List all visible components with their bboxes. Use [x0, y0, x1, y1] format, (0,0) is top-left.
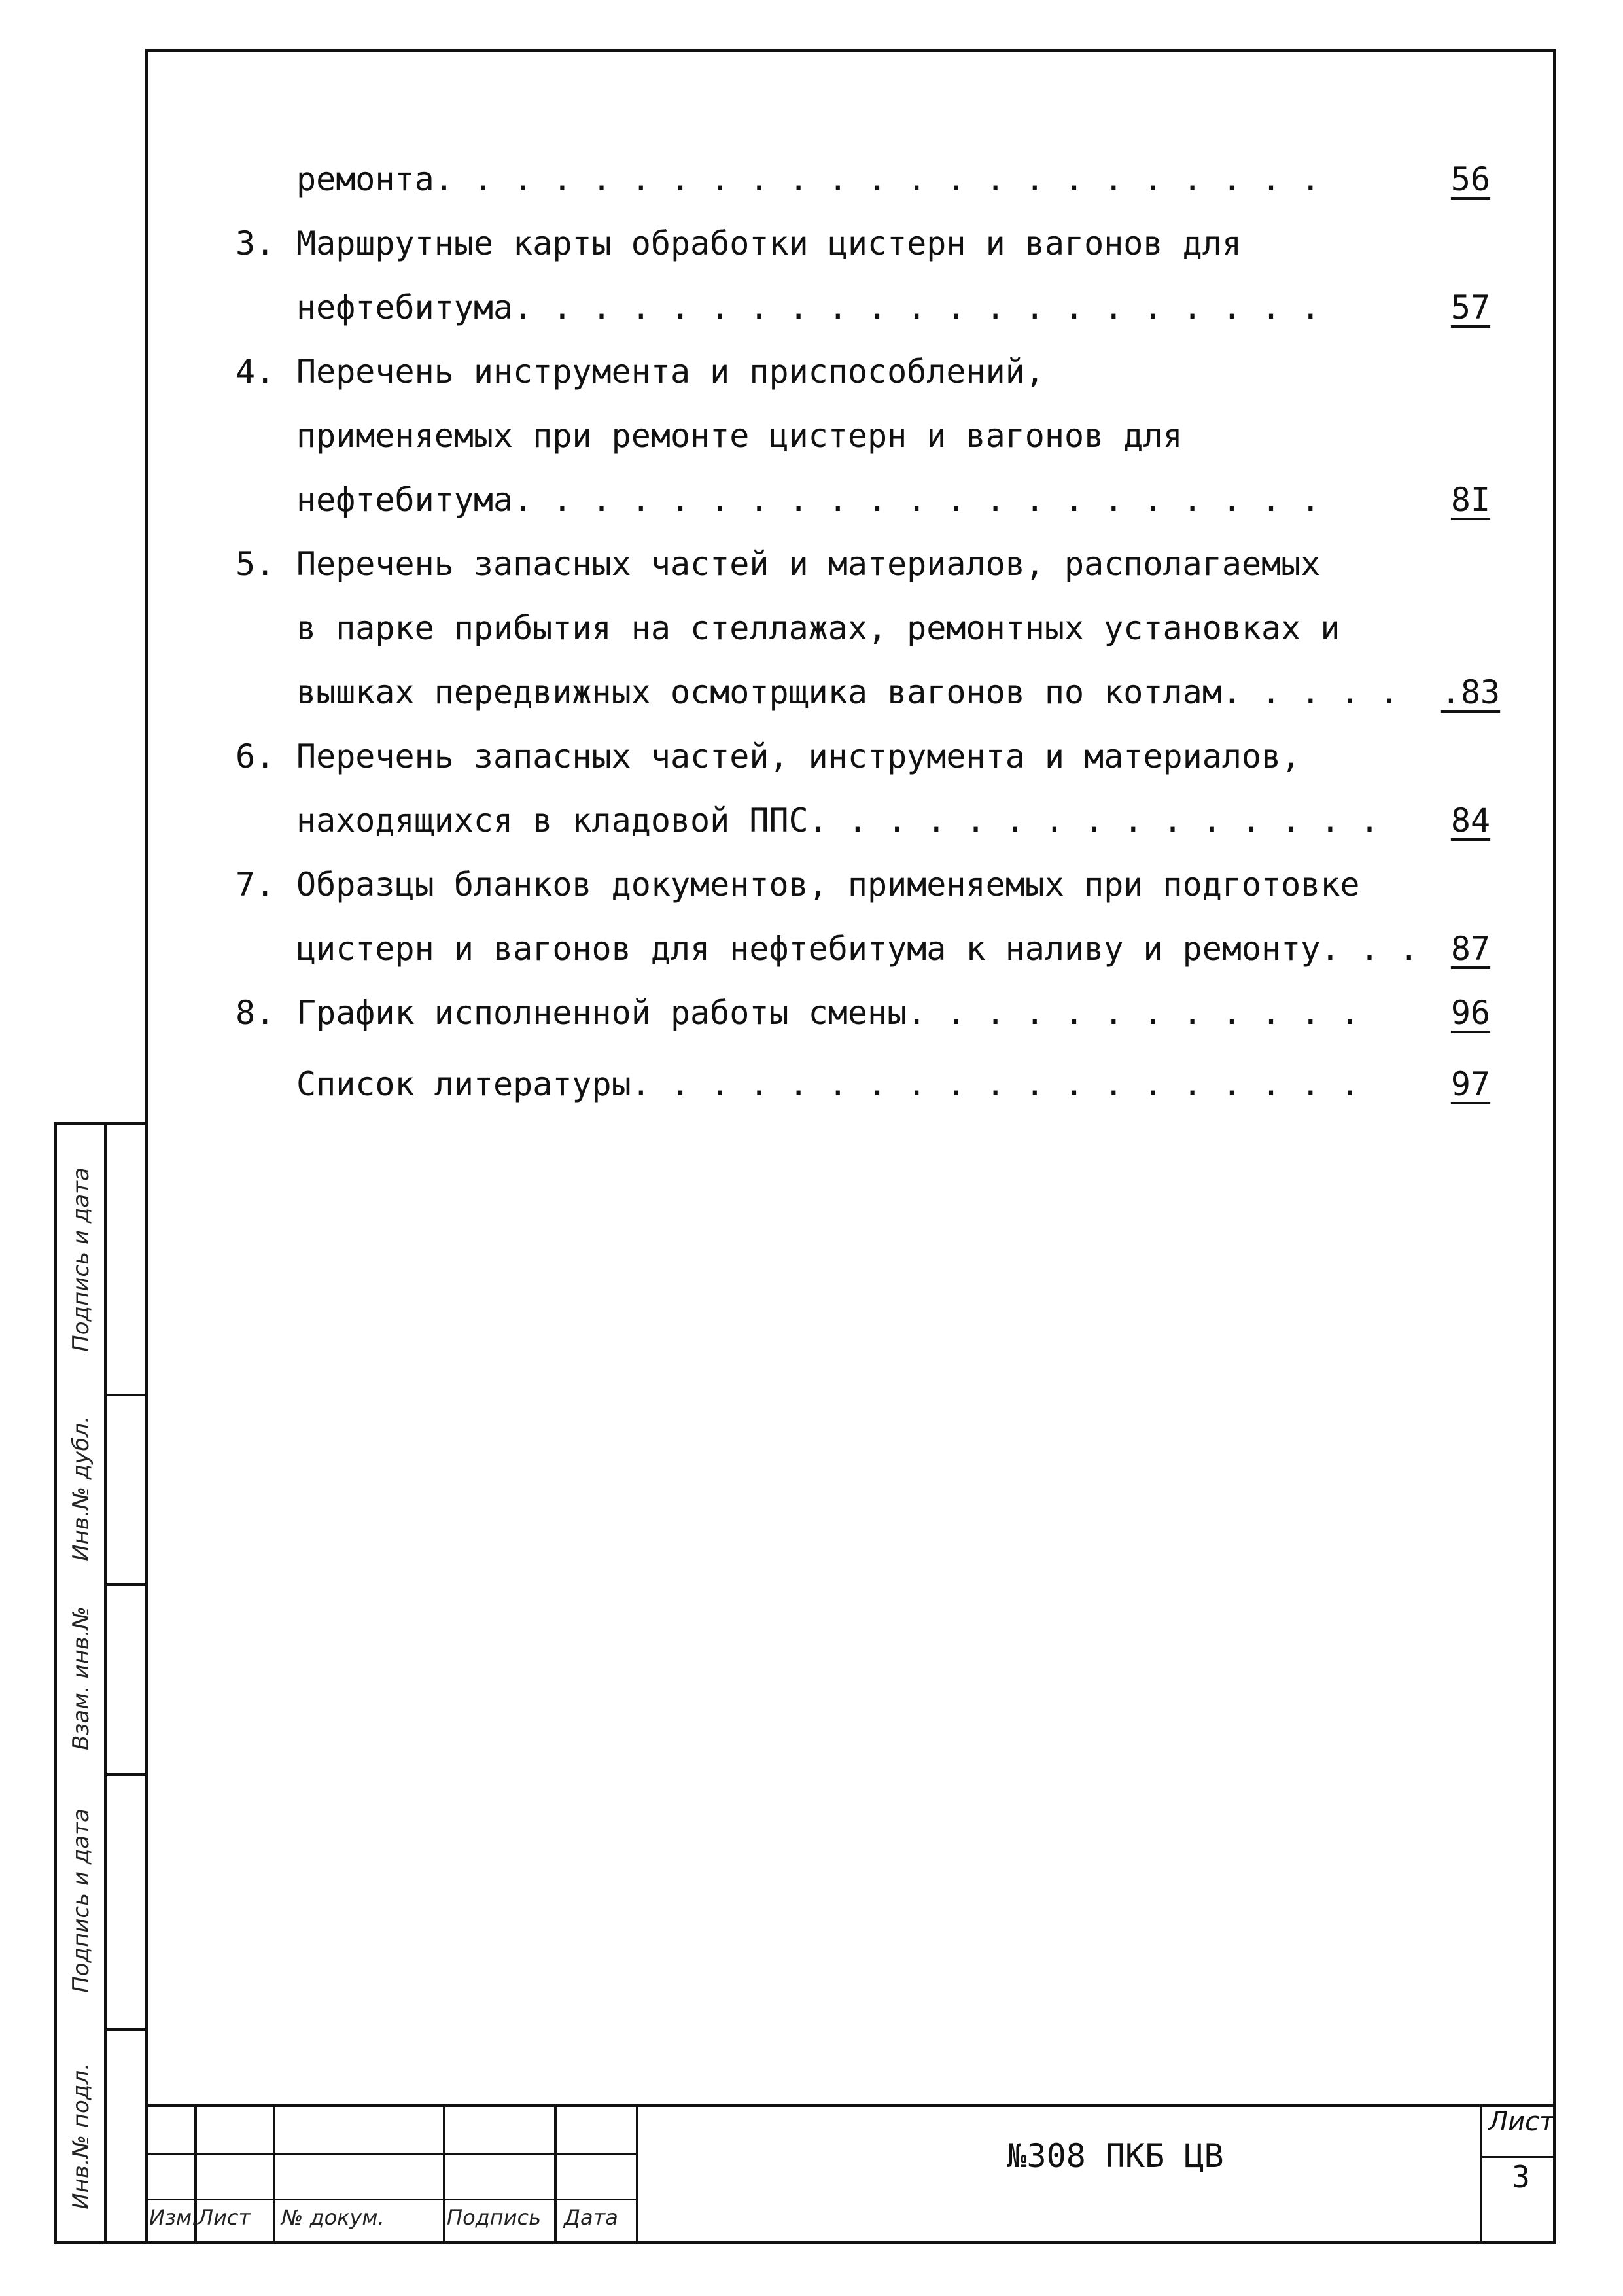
strip-label-replace-inv: Взам. инв.№	[68, 1606, 95, 1751]
toc-number: 4.	[236, 353, 275, 391]
toc-line	[236, 981, 1518, 1045]
toc-line	[236, 275, 1518, 340]
toc-page: 87	[1450, 930, 1491, 968]
column-label-signature: Подпись	[447, 2205, 541, 2230]
toc-number: 3.	[236, 224, 275, 262]
strip-line	[104, 1394, 148, 1396]
strip-label-signature-date-1: Подпись и дата	[68, 1167, 95, 1352]
toc-text: находящихся в кладовой ППС. . . . . . . . . . . . . . .	[296, 802, 1380, 839]
toc-page: 8I	[1450, 481, 1491, 519]
margin-stamp-strip	[54, 1122, 148, 2244]
table-of-contents	[236, 147, 1518, 1117]
tb-line	[443, 2107, 445, 2244]
toc-text: применяемых при ремонте цистерн и вагонов для	[296, 417, 1183, 455]
tb-line	[636, 2107, 638, 2244]
strip-label-orig-inv: Инв.№ подл.	[68, 2063, 95, 2210]
toc-line	[236, 596, 1518, 660]
toc-line	[236, 147, 1518, 211]
toc-number: 5.	[236, 545, 275, 583]
toc-line	[236, 211, 1518, 275]
toc-line	[236, 917, 1518, 981]
toc-page: 84	[1450, 802, 1491, 839]
strip-line	[104, 1583, 148, 1586]
toc-number: 7.	[236, 866, 275, 904]
toc-text: График исполненной работы смены. . . . . . . . . . . .	[296, 994, 1360, 1032]
toc-line	[236, 340, 1518, 404]
toc-page: .83	[1440, 673, 1501, 711]
toc-text: Перечень запасных частей и материалов, располагаемых	[296, 545, 1321, 583]
toc-text: в парке прибытия на стеллажах, ремонтных установках и	[296, 609, 1340, 647]
strip-label-dup-inv: Инв.№ дубл.	[68, 1416, 95, 1561]
toc-text: Перечень запасных частей, инструмента и материалов,	[296, 737, 1301, 775]
toc-page: 97	[1450, 1065, 1491, 1103]
tb-line	[145, 2153, 638, 2155]
strip-label-signature-date-2: Подпись и дата	[68, 1809, 95, 1993]
column-label-change: Изм.	[149, 2205, 199, 2230]
toc-line	[236, 468, 1518, 532]
tb-line	[1480, 2107, 1482, 2244]
toc-line	[236, 660, 1518, 724]
toc-text: Маршрутные карты обработки цистерн и вагонов для	[296, 224, 1242, 262]
toc-text: Перечень инструмента и приспособлений,	[296, 353, 1045, 391]
toc-text: нефтебитума. . . . . . . . . . . . . . . . . . . . .	[296, 481, 1321, 519]
toc-line	[236, 724, 1518, 788]
strip-line	[104, 1773, 148, 1776]
toc-text: ремонта. . . . . . . . . . . . . . . . . . . . . . .	[296, 160, 1321, 198]
toc-page: 56	[1450, 160, 1491, 198]
tb-line	[1480, 2156, 1556, 2158]
toc-line	[236, 788, 1518, 853]
toc-page: 96	[1450, 994, 1491, 1032]
tb-line	[273, 2107, 275, 2244]
toc-number: 6.	[236, 737, 275, 775]
strip-divider	[104, 1125, 107, 2241]
toc-line	[236, 1045, 1518, 1117]
sheet-label: Лист	[1488, 2107, 1555, 2137]
strip-line	[104, 2028, 148, 2031]
document-code: №308 ПКБ ЦВ	[1007, 2137, 1224, 2175]
column-label-date: Дата	[564, 2205, 618, 2230]
toc-number: 8.	[236, 994, 275, 1032]
tb-line	[145, 2199, 638, 2200]
toc-line	[236, 532, 1518, 596]
toc-line	[236, 404, 1518, 468]
column-label-doc-number: № докум.	[281, 2205, 385, 2230]
column-label-sheet: Лист	[198, 2205, 251, 2230]
toc-text: нефтебитума. . . . . . . . . . . . . . . . . . . . .	[296, 289, 1321, 327]
toc-text: Список литературы. . . . . . . . . . . . . . . . . . .	[296, 1065, 1360, 1103]
sheet-number: 3	[1512, 2159, 1530, 2195]
toc-line	[236, 853, 1518, 917]
toc-page: 57	[1450, 289, 1491, 327]
toc-text: вышках передвижных осмотрщика вагонов по котлам. . . . .	[296, 673, 1399, 711]
tb-line	[554, 2107, 557, 2244]
toc-text: Образцы бланков документов, применяемых при подготовке	[296, 866, 1360, 904]
toc-text: цистерн и вагонов для нефтебитума к наливу и ремонту. . .	[296, 930, 1419, 968]
